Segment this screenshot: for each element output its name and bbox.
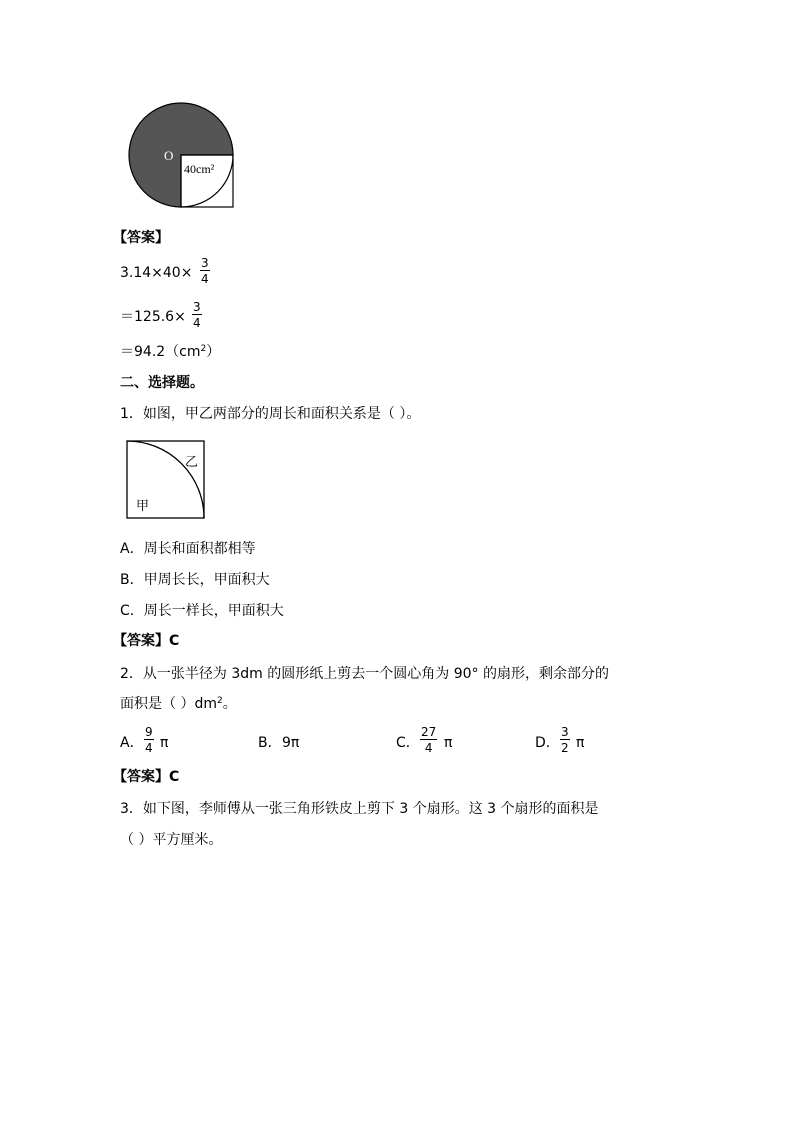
label-yi: 乙 [185,455,199,470]
fraction-denominator: 4 [145,741,153,755]
q2-line-2-suffix: 。 [222,696,237,712]
option-fraction [560,726,570,754]
q1-option-b: B．甲周长长，甲面积大 [120,572,270,588]
q3-line-1: 3．如下图，李师傅从一张三角形铁皮上剪下 3 个扇形。这 3 个扇形的面积是 [120,801,599,817]
fraction-numerator: 3 [561,725,569,739]
q2-line-2 [120,697,237,711]
calc-line-3-sup: 2 [200,344,207,354]
calc-line-2-text: ＝125.6× [120,309,186,325]
calc-line-1-text: 3.14×40× [120,265,193,281]
fraction-numerator: 3 [201,256,209,270]
q1-text: 1．如图，甲乙两部分的周长和面积关系是（ ）。 [120,406,421,422]
fraction-numerator: 27 [421,725,437,739]
option-pi: π [160,735,169,751]
fraction-denominator: 4 [201,272,209,286]
fraction-denominator: 2 [561,741,569,755]
calc-line-2-fraction [192,301,202,329]
fraction-numerator: 9 [145,725,153,739]
q2-answer: 【答案】C [113,769,180,785]
q1-option-c: C．周长一样长，甲面积大 [120,603,284,619]
area-label: 40cm² [184,162,215,176]
label-jia: 甲 [136,499,150,514]
option-letter: C． [396,735,420,751]
option-fraction [144,726,154,754]
calc-line-1-fraction [200,257,210,285]
calc-line-3-suffix: ） [206,344,221,360]
answer-label: 【答案】 [113,230,169,246]
q1-option-a: A．周长和面积都相等 [120,541,256,557]
center-label-o: O [164,148,174,163]
option-letter: D． [535,735,560,751]
calc-line-3-text: ＝94.2（cm [120,344,201,360]
option-fraction [420,726,437,754]
q2-line-1: 2．从一张半径为 3dm 的圆形纸上剪去一个圆心角为 90° 的扇形，剩余部分的 [120,666,609,682]
option-pi: π [576,735,585,751]
circle-diagram [125,100,245,210]
calc-line-2 [120,310,186,324]
fraction-denominator: 4 [193,316,201,330]
q2-line-2-text: 面积是（ ）dm [120,696,217,712]
calc-line-1 [120,266,192,280]
q2-line-2-sup: 2 [216,696,223,706]
calc-line-3 [120,345,220,359]
option-pi: π [444,735,453,751]
section-title: 二、选择题。 [120,375,204,391]
fraction-numerator: 3 [193,300,201,314]
option-letter: B． [258,735,282,751]
q1-answer: 【答案】C [113,633,180,649]
fraction-denominator: 4 [424,741,433,755]
q3-line-2: （ ）平方厘米。 [120,832,223,848]
option-letter: A． [120,735,144,751]
option-text: 9π [282,735,300,751]
